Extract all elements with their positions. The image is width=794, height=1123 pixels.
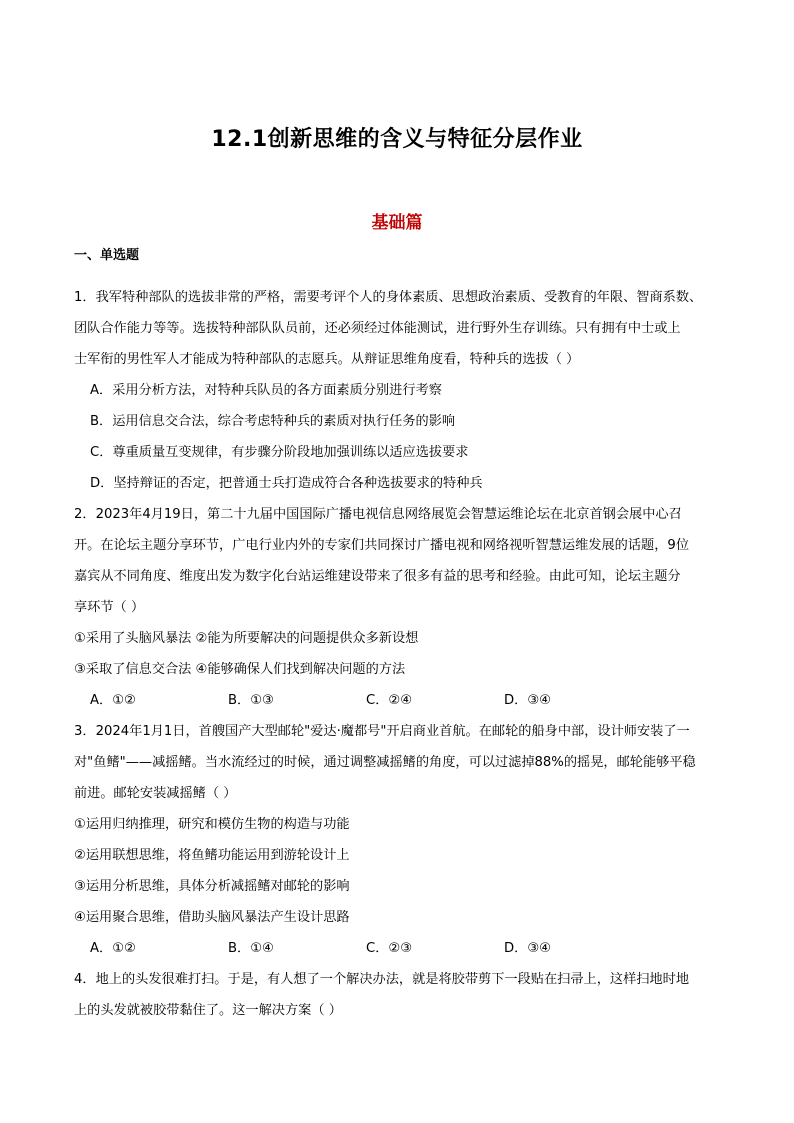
statement-item: ①采用了头脑风暴法 ②能为所要解决的问题提供众多新设想 (74, 631, 419, 646)
question-stem-line: 享环节（ ） (74, 600, 145, 615)
choice-a: A．①② (90, 941, 136, 956)
question-stem-line: 开。在论坛主题分享环节，广电行业内外的专家们共同探讨广播电视和网络视听智慧运维发展的话题，9位 (74, 538, 690, 553)
section-heading-basic: 基础篇 (371, 213, 423, 233)
statement-item: ④运用聚合思维，借助头脑风暴法产生设计思路 (74, 910, 350, 925)
choice-c: C．②③ (366, 941, 413, 956)
choice-row (74, 933, 724, 964)
answer-option: B．运用信息交合法，综合考虑特种兵的素质对执行任务的影响 (90, 414, 456, 429)
question-stem-line: 1．我军特种部队的选拔非常的严格，需要考评个人的身体素质、思想政治素质、受教育的年限、智商系数、 (74, 290, 703, 305)
question-2 (74, 499, 724, 716)
section-label: 一、单选题 (74, 248, 140, 263)
question-stem-line: 对"鱼鳍"——减摇鳍。当水流经过的时候，通过调整减摇鳍的角度，可以过滤掉88%的摇晃，邮轮能够平稳 (74, 755, 696, 770)
statement-item: ①运用归纳推理，研究和模仿生物的构造与功能 (74, 817, 350, 832)
question-3 (74, 716, 724, 964)
choice-d: D．③④ (504, 941, 551, 956)
statement-item: ③采取了信息交合法 ④能够确保人们找到解决问题的方法 (74, 662, 406, 677)
choice-b: B．①④ (228, 941, 274, 956)
question-stem-line: 4．地上的头发很难打扫。于是，有人想了一个解决办法，就是将胶带剪下一段贴在扫帚上，这样扫地时地 (74, 972, 690, 987)
question-1 (74, 282, 724, 499)
statement-item: ③运用分析思维，具体分析减摇鳍对邮轮的影响 (74, 879, 350, 894)
question-stem-line: 前进。邮轮安装减摇鳍（ ） (74, 786, 237, 801)
document-title: 12.1创新思维的含义与特征分层作业 (211, 127, 583, 152)
choice-d: D．③④ (504, 693, 551, 708)
question-stem-line: 嘉宾从不同角度、维度出发为数字化台站运维建设带来了很多有益的思考和经验。由此可知，论坛主题分 (74, 569, 681, 584)
question-stem-line: 3．2024年1月1日，首艘国产大型邮轮"爱达·魔都号"开启商业首航。在邮轮的船身中部，设计师安装了一 (74, 724, 690, 739)
question-stem-line: 上的头发就被胶带黏住了。这一解决方案（ ） (74, 1003, 342, 1018)
choice-row (74, 685, 724, 716)
question-4 (74, 964, 724, 1026)
answer-option: D．坚持辩证的否定，把普通士兵打造成符合各种选拔要求的特种兵 (90, 476, 483, 491)
question-stem-line: 士军衔的男性军人才能成为特种部队的志愿兵。从辩证思维角度看，特种兵的选拔（ ） (74, 352, 580, 367)
answer-option: A．采用分析方法，对特种兵队员的各方面素质分别进行考察 (90, 383, 442, 398)
choice-c: C．②④ (366, 693, 413, 708)
answer-option: C．尊重质量互变规律，有步骤分阶段地加强训练以适应选拔要求 (90, 445, 469, 460)
choice-a: A．①② (90, 693, 136, 708)
question-list (74, 282, 724, 1026)
statement-item: ②运用联想思维，将鱼鳍功能运用到游轮设计上 (74, 848, 350, 863)
question-stem-line: 2．2023年4月19日，第二十九届中国国际广播电视信息网络展览会智慧运维论坛在北京首钢会展中心召 (74, 507, 682, 522)
question-stem-line: 团队合作能力等等。选拔特种部队队员前，还必须经过体能测试，进行野外生存训练。只有拥有中士或上 (74, 321, 681, 336)
choice-b: B．①③ (228, 693, 274, 708)
